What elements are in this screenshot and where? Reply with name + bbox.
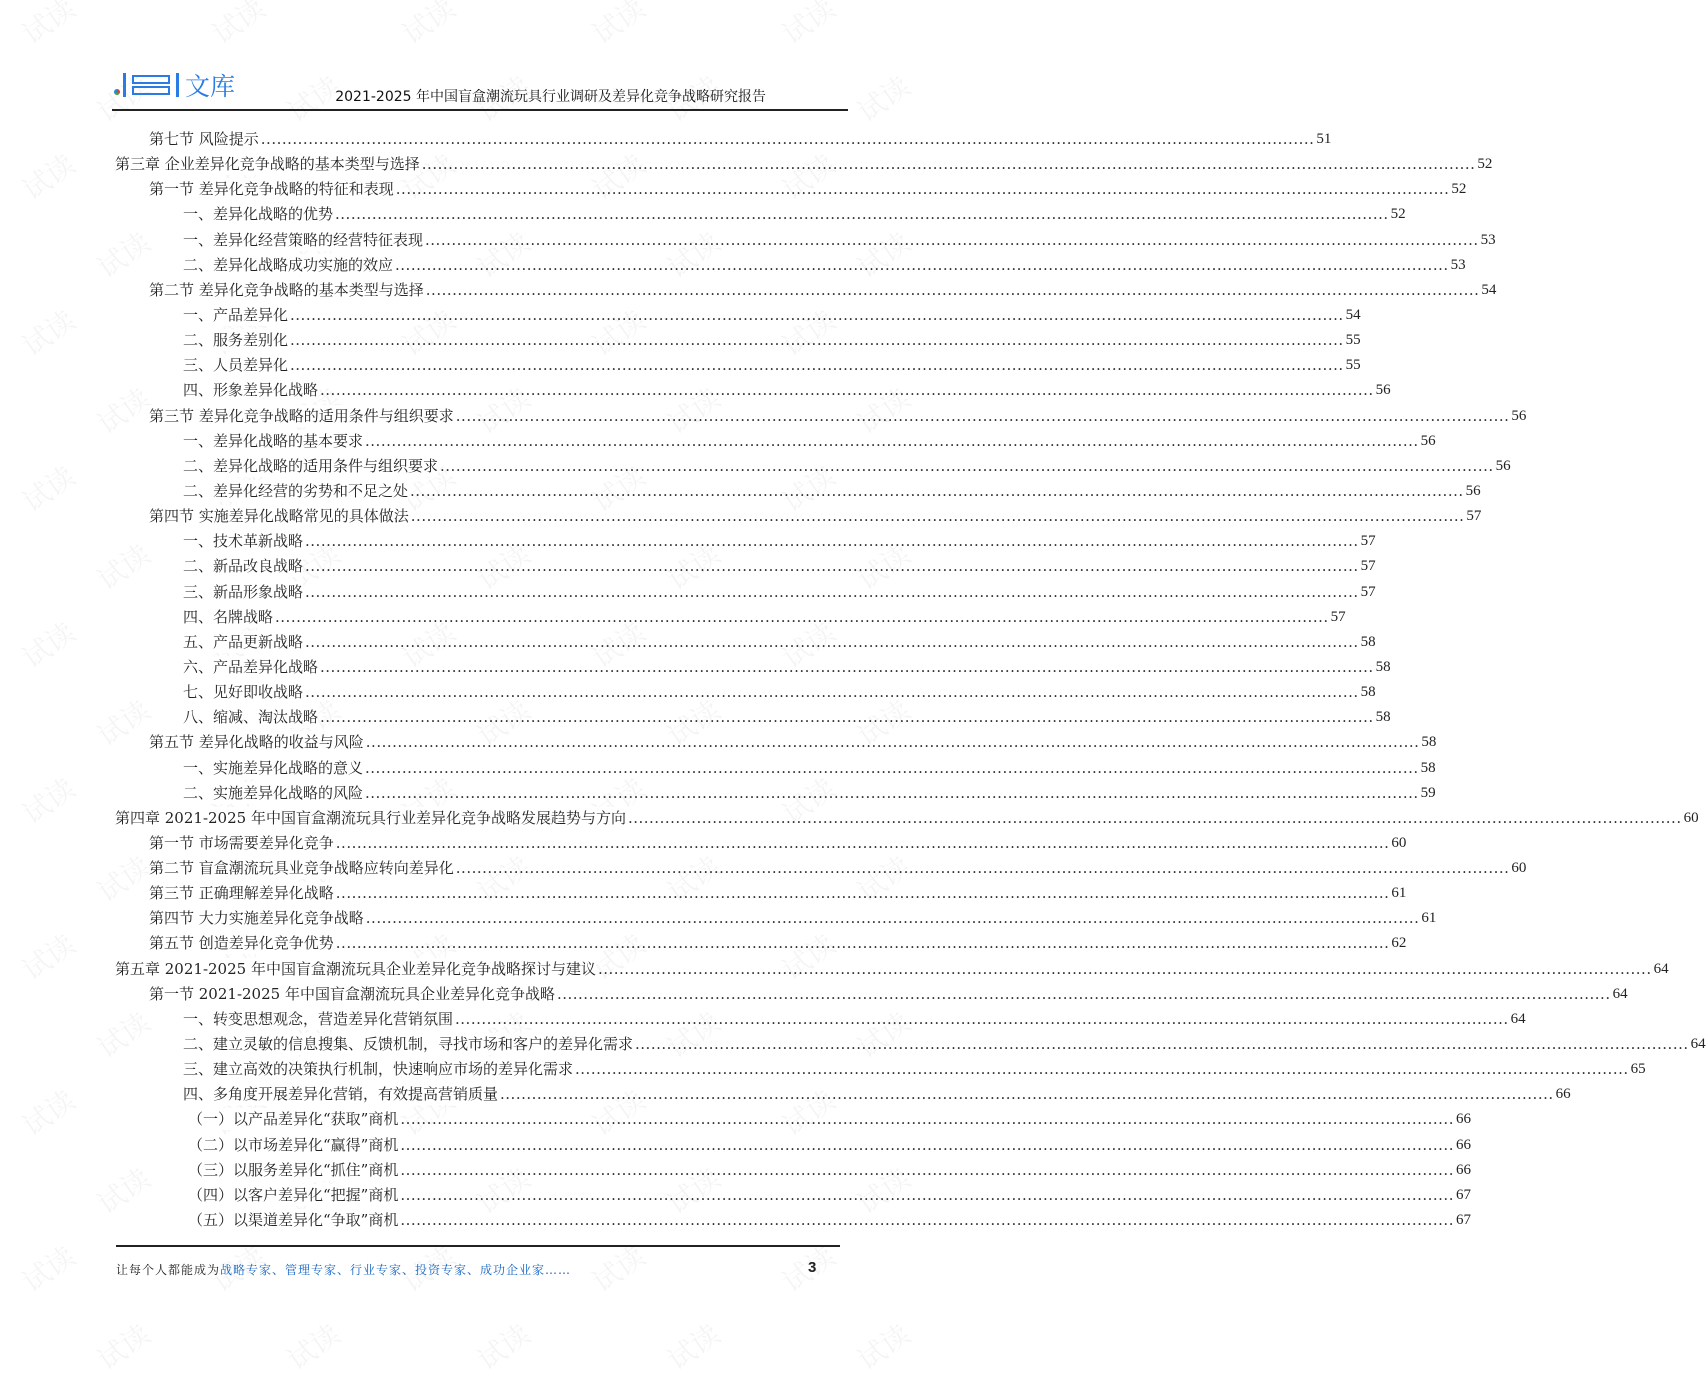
toc-entry-page: 58 <box>1421 734 1437 751</box>
toc-entry-page: 54 <box>1481 281 1497 298</box>
toc-leader-dots: ........................................................................................................................................................................................................ <box>335 205 1389 224</box>
toc-entry-title: 第七节 风险提示 <box>149 130 259 148</box>
toc-entry-page: 56 <box>1375 382 1391 399</box>
toc-entry-title: 第四章 2021-2025 年中国盲盒潮流玩具行业差异化竞争战略发展趋势与方向 <box>115 808 626 827</box>
toc-entry[interactable] <box>183 1083 1571 1105</box>
watermark <box>89 1002 158 1067</box>
toc-entry-title: 第五节 创造差异化竞争优势 <box>149 934 334 953</box>
toc-entry-page: 58 <box>1420 759 1436 776</box>
toc-leader-dots: ........................................................................................................................................................................................................ <box>290 331 1344 350</box>
toc-entry-page: 60 <box>1511 860 1527 877</box>
watermark <box>14 924 83 989</box>
footer-divider <box>116 1245 840 1247</box>
toc-leader-dots: ........................................................................................................................................................................................................ <box>425 280 1480 299</box>
toc-leader-dots: ........................................................................................................................................................................................................ <box>365 909 1420 928</box>
toc-entry-title: 第三节 正确理解差异化战略 <box>149 884 334 903</box>
toc-entry-page: 61 <box>1391 885 1407 902</box>
toc-entry-page: 67 <box>1455 1212 1471 1229</box>
toc-entry[interactable] <box>183 229 1496 251</box>
toc-entry-page: 66 <box>1555 1086 1571 1103</box>
toc-entry-page: 56 <box>1420 432 1436 449</box>
toc-entry-title: 第三节 差异化竞争战略的适用条件与组织要求 <box>149 406 454 425</box>
toc-entry[interactable] <box>183 203 1406 225</box>
toc-entry-title: 一、差异化经营策略的经营特征表现 <box>183 230 424 249</box>
toc-entry[interactable] <box>149 907 1437 929</box>
toc-leader-dots: ........................................................................................................................................................................................................ <box>365 783 1419 802</box>
toc-entry-title: 三、建立高效的决策执行机制，快速响应市场的差异化需求 <box>183 1060 574 1079</box>
toc-entry-page: 61 <box>1421 910 1437 927</box>
toc-entry[interactable] <box>149 279 1497 301</box>
toc-entry-page: 64 <box>1653 960 1669 977</box>
toc-entry-title: 二、差异化战略的适用条件与组织要求 <box>183 456 439 475</box>
toc-entry[interactable] <box>149 882 1407 904</box>
watermark <box>14 144 83 209</box>
toc-entry-title: 八、缩减、淘汰战略 <box>183 708 319 727</box>
toc-leader-dots: ........................................................................................................................................................................................................ <box>290 356 1344 375</box>
toc-leader-dots: ........................................................................................................................................................................................................ <box>305 532 1359 551</box>
watermark <box>14 612 83 677</box>
toc-leader-dots: ........................................................................................................................................................................................................ <box>320 381 1374 400</box>
toc-entry-page: 58 <box>1360 633 1376 650</box>
logo-mark-icon <box>123 73 179 97</box>
toc-entry-title: 二、实施差异化战略的风险 <box>183 783 364 802</box>
toc-entry-page: 55 <box>1345 332 1361 349</box>
toc-entry-title: （四）以客户差异化“把握”商机 <box>188 1185 399 1204</box>
footer-slogan-prefix: 让每个人都能成为 <box>116 1263 221 1277</box>
toc-entry[interactable] <box>115 807 1699 829</box>
toc-entry[interactable] <box>183 757 1436 779</box>
toc-entry-title: （三）以服务差异化“抓住”商机 <box>188 1160 399 1179</box>
toc-entry[interactable] <box>149 731 1437 753</box>
toc-leader-dots: ........................................................................................................................................................................................................ <box>425 230 1479 249</box>
logo-dot-icon <box>114 89 120 95</box>
toc-entry-page: 56 <box>1511 407 1527 424</box>
toc-leader-dots: ........................................................................................................................................................................................................ <box>320 708 1374 727</box>
toc-entry[interactable] <box>183 1033 1706 1055</box>
watermark <box>89 1158 158 1223</box>
toc-leader-dots: ........................................................................................................................................................................................................ <box>421 155 1476 174</box>
toc-entry[interactable] <box>149 505 1482 527</box>
toc-entry-title: 第三章 企业差异化竞争战略的基本类型与选择 <box>115 155 420 174</box>
toc-entry-title: 五、产品更新战略 <box>183 632 304 651</box>
toc-entry[interactable] <box>149 178 1467 200</box>
watermark <box>849 1314 918 1378</box>
toc-entry-title: 四、名牌战略 <box>183 607 274 626</box>
toc-entry-page: 60 <box>1391 834 1407 851</box>
footer-slogan <box>116 1261 571 1278</box>
toc-entry-title: 一、产品差异化 <box>183 305 289 324</box>
toc-entry-page: 57 <box>1330 608 1346 625</box>
toc-entry-title: 第五节 差异化战略的收益与风险 <box>149 733 364 752</box>
toc-entry-page: 58 <box>1375 709 1391 726</box>
watermark <box>279 1314 348 1378</box>
toc-entry-page: 65 <box>1630 1061 1646 1078</box>
toc-entry-title: 二、差异化战略成功实施的效应 <box>183 255 394 274</box>
logo <box>114 70 235 100</box>
toc-leader-dots: ........................................................................................................................................................................................................ <box>635 1035 1689 1054</box>
toc-leader-dots: ........................................................................................................................................................................................................ <box>400 1135 1454 1154</box>
watermark <box>849 66 918 131</box>
toc-entry[interactable] <box>183 706 1391 728</box>
toc-entry-page: 58 <box>1375 658 1391 675</box>
toc-entry-page: 62 <box>1391 935 1407 952</box>
toc-entry-title: 七、见好即收战略 <box>183 683 304 702</box>
toc-entry-title: 一、实施差异化战略的意义 <box>183 758 364 777</box>
toc-entry[interactable] <box>183 782 1436 804</box>
toc-leader-dots: ........................................................................................................................................................................................................ <box>440 456 1494 475</box>
toc-leader-dots: ........................................................................................................................................................................................................ <box>305 632 1359 651</box>
toc-entry-title: 第一节 市场需要差异化竞争 <box>149 833 334 852</box>
toc-entry-title: 四、形象差异化战略 <box>183 381 319 400</box>
toc-entry-page: 54 <box>1345 306 1361 323</box>
toc-leader-dots: ........................................................................................................................................................................................................ <box>400 1110 1454 1129</box>
toc-entry-title: （一）以产品差异化“获取”商机 <box>188 1110 399 1129</box>
watermark <box>89 846 158 911</box>
toc-entry[interactable] <box>183 430 1436 452</box>
toc-leader-dots: ........................................................................................................................................................................................................ <box>455 1009 1509 1028</box>
toc-leader-dots: ........................................................................................................................................................................................................ <box>455 406 1510 425</box>
watermark <box>89 534 158 599</box>
toc-entry[interactable] <box>115 153 1493 175</box>
toc-entry-title: 四、多角度开展差异化营销，有效提高营销质量 <box>183 1085 499 1104</box>
toc-entry-page: 51 <box>1316 131 1332 147</box>
toc-entry[interactable] <box>183 581 1376 603</box>
toc-entry-title: 第四节 大力实施差异化竞争战略 <box>149 909 364 928</box>
watermark <box>469 1314 538 1378</box>
toc-entry[interactable] <box>149 832 1407 854</box>
watermark <box>584 0 653 52</box>
toc-entry-page: 52 <box>1451 181 1467 198</box>
toc-entry-page: 64 <box>1690 1036 1706 1053</box>
toc-entry[interactable] <box>183 631 1376 653</box>
toc-leader-dots: ........................................................................................................................................................................................................ <box>395 180 1450 199</box>
toc-entry[interactable] <box>188 1184 1471 1206</box>
toc-entry-page: 59 <box>1420 784 1436 801</box>
toc-leader-dots: ........................................................................................................................................................................................................ <box>320 657 1374 676</box>
toc-entry[interactable] <box>183 329 1361 351</box>
toc-leader-dots: ........................................................................................................................................................................................................ <box>556 984 1611 1003</box>
toc-entry-title: 一、差异化战略的优势 <box>183 205 334 224</box>
toc-leader-dots: ........................................................................................................................................................................................................ <box>500 1085 1554 1104</box>
watermark <box>774 0 843 52</box>
toc-leader-dots: ........................................................................................................................................................................................................ <box>305 557 1359 576</box>
toc-entry-title: 第二节 盲盒潮流玩具业竞争战略应转向差异化 <box>149 859 454 878</box>
toc-entry-page: 64 <box>1510 1010 1526 1027</box>
toc-entry[interactable] <box>183 656 1391 678</box>
toc-leader-dots: ........................................................................................................................................................................................................ <box>335 934 1390 953</box>
toc-entry-page: 66 <box>1455 1161 1471 1178</box>
toc-leader-dots: ........................................................................................................................................................................................................ <box>400 1160 1454 1179</box>
document-title: 2021-2025 年中国盲盒潮流玩具行业调研及差异化竞争战略研究报告 <box>335 89 766 105</box>
toc-entry-page: 57 <box>1360 583 1376 600</box>
toc-entry[interactable] <box>183 1058 1646 1080</box>
toc-leader-dots: ........................................................................................................................................................................................................ <box>410 507 1465 526</box>
toc-leader-dots: ........................................................................................................................................................................................................ <box>575 1060 1629 1079</box>
toc-entry-title: 二、新品改良战略 <box>183 557 304 576</box>
toc-leader-dots: ........................................................................................................................................................................................................ <box>627 808 1682 827</box>
toc-entry-page: 52 <box>1477 156 1493 173</box>
toc-leader-dots: ........................................................................................................................................................................................................ <box>305 683 1359 702</box>
toc-entry-page: 64 <box>1612 985 1628 1002</box>
toc-entry[interactable] <box>183 379 1391 401</box>
toc-entry[interactable] <box>183 555 1376 577</box>
toc-entry[interactable] <box>183 530 1376 552</box>
toc-entry-title: 二、差异化经营的劣势和不足之处 <box>183 481 409 500</box>
logo-text: 文库 <box>185 72 236 101</box>
toc-entry-page: 56 <box>1465 482 1481 499</box>
toc-leader-dots: ........................................................................................................................................................................................................ <box>365 758 1419 777</box>
toc-entry-title: 二、服务差别化 <box>183 331 289 350</box>
watermark <box>89 690 158 755</box>
toc-leader-dots: ........................................................................................................................................................................................................ <box>365 733 1420 752</box>
watermark <box>89 1314 158 1378</box>
toc-entry-title: 第一节 差异化竞争战略的特征和表现 <box>149 180 394 199</box>
toc-entry-title: 一、技术革新战略 <box>183 532 304 551</box>
toc-entry-page: 57 <box>1360 558 1376 575</box>
toc-entry-title: 六、产品差异化战略 <box>183 657 319 676</box>
toc-entry[interactable] <box>115 958 1669 980</box>
toc-leader-dots: ........................................................................................................................................................................................................ <box>335 884 1390 903</box>
toc-entry-title: 一、差异化战略的基本要求 <box>183 431 364 450</box>
toc-leader-dots: ........................................................................................................................................................................................................ <box>335 833 1390 852</box>
toc-entry-page: 66 <box>1455 1111 1471 1128</box>
toc-entry-page: 56 <box>1495 457 1511 474</box>
toc-entry-title: 第一节 2021-2025 年中国盲盒潮流玩具企业差异化竞争战略 <box>149 984 555 1003</box>
header-divider <box>112 109 848 111</box>
toc-leader-dots: ........................................................................................................................................................................................................ <box>400 1211 1454 1230</box>
toc-entry[interactable] <box>183 254 1466 276</box>
watermark <box>14 456 83 521</box>
watermark <box>14 300 83 365</box>
toc-entry-page: 60 <box>1683 809 1699 826</box>
toc-entry-page: 58 <box>1360 684 1376 701</box>
toc-leader-dots: ........................................................................................................................................................................................................ <box>305 582 1359 601</box>
watermark <box>394 0 463 52</box>
toc-leader-dots: ........................................................................................................................................................................................................ <box>410 481 1464 500</box>
toc-entry[interactable] <box>188 1209 1471 1231</box>
toc-entry-page: 52 <box>1390 206 1406 223</box>
toc-leader-dots: ........................................................................................................................................................................................................ <box>290 305 1344 324</box>
watermark <box>14 0 83 52</box>
toc-leader-dots: ........................................................................................................................................................................................................ <box>455 859 1510 878</box>
toc-entry[interactable] <box>183 304 1361 326</box>
toc-entry-title: 第二节 差异化竞争战略的基本类型与选择 <box>149 280 424 299</box>
toc-entry[interactable] <box>149 983 1628 1005</box>
toc-entry-page: 53 <box>1450 256 1466 273</box>
toc-entry-title: 第五章 2021-2025 年中国盲盒潮流玩具企业差异化竞争战略探讨与建议 <box>115 959 596 978</box>
watermark <box>659 1314 728 1378</box>
toc-entry[interactable] <box>149 932 1407 954</box>
toc-entry-title: 三、新品形象战略 <box>183 582 304 601</box>
toc-entry-title: 一、转变思想观念，营造差异化营销氛围 <box>183 1009 454 1028</box>
footer-slogan-highlight: 战略专家、管理专家、行业专家、投资专家、成功企业家…… <box>220 1263 572 1277</box>
toc-entry-title: 三、人员差异化 <box>183 356 289 375</box>
toc-entry[interactable] <box>149 128 1332 150</box>
toc-leader-dots: ........................................................................................................................................................................................................ <box>400 1185 1454 1204</box>
toc-entry[interactable] <box>183 354 1361 376</box>
toc-entry[interactable] <box>183 455 1511 477</box>
toc-entry[interactable] <box>183 606 1346 628</box>
toc-entry-page: 57 <box>1466 508 1482 525</box>
toc-entry[interactable] <box>188 1108 1471 1130</box>
page-number: 3 <box>808 1259 817 1276</box>
toc-entry[interactable] <box>183 1008 1526 1030</box>
toc-entry-page: 57 <box>1360 533 1376 550</box>
toc-entry[interactable] <box>188 1159 1471 1181</box>
watermark <box>14 768 83 833</box>
toc-entry-page: 66 <box>1455 1136 1471 1153</box>
toc-entry-title: （二）以市场差异化“赢得”商机 <box>188 1135 399 1154</box>
toc-entry-title: （五）以渠道差异化“争取”商机 <box>188 1211 399 1230</box>
toc-entry[interactable] <box>183 480 1481 502</box>
watermark <box>14 1236 83 1301</box>
toc-entry-page: 55 <box>1345 357 1361 374</box>
toc-leader-dots: ........................................................................................................................................................................................................ <box>260 130 1315 148</box>
toc-entry-title: 二、建立灵敏的信息搜集、反馈机制，寻找市场和客户的差异化需求 <box>183 1035 634 1054</box>
toc-leader-dots: ........................................................................................................................................................................................................ <box>395 255 1449 274</box>
toc-entry[interactable] <box>149 405 1527 427</box>
toc-leader-dots: ........................................................................................................................................................................................................ <box>365 431 1419 450</box>
toc-entry[interactable] <box>149 857 1527 879</box>
toc-entry[interactable] <box>188 1134 1471 1156</box>
toc-entry-title: 第四节 实施差异化战略常见的具体做法 <box>149 507 409 526</box>
toc-entry-page: 53 <box>1480 231 1496 248</box>
toc-leader-dots: ........................................................................................................................................................................................................ <box>597 959 1652 978</box>
toc-entry[interactable] <box>183 681 1376 703</box>
watermark <box>14 1080 83 1145</box>
toc-entry-page: 67 <box>1455 1186 1471 1203</box>
watermark <box>204 0 273 52</box>
watermark <box>89 222 158 287</box>
toc-leader-dots: ........................................................................................................................................................................................................ <box>275 607 1329 626</box>
watermark <box>89 378 158 443</box>
